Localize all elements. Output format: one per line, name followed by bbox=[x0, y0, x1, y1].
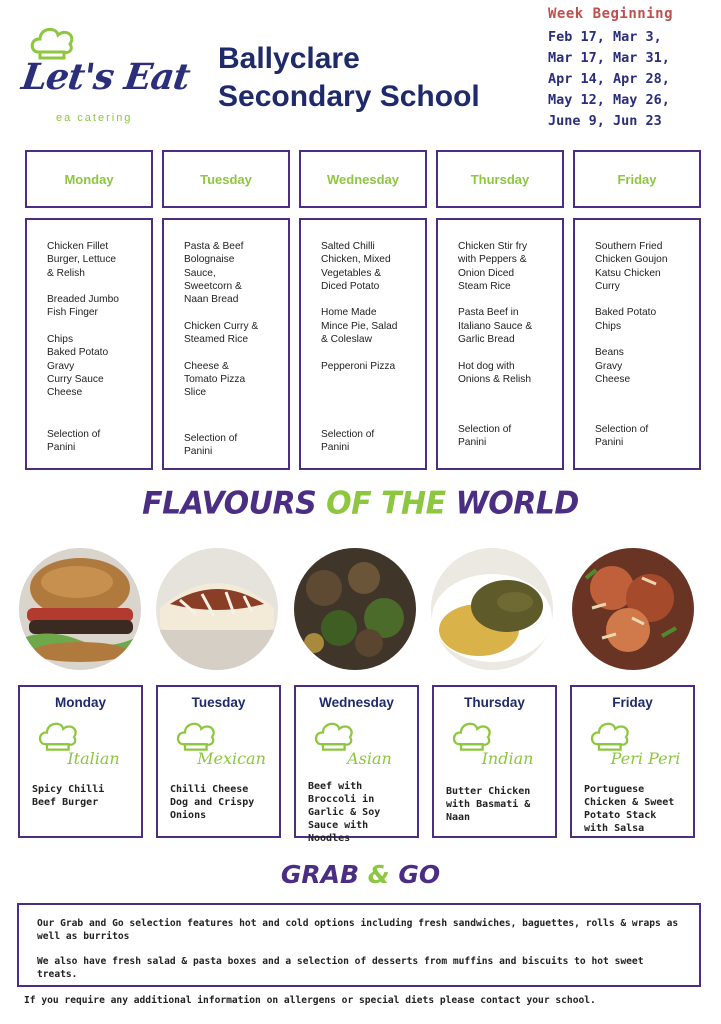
cuisine-dish: Spicy Chilli Beef Burger bbox=[32, 784, 105, 808]
grab-paragraph: Our Grab and Go selection features hot and cold options including fresh sandwiches, baguettes, rolls & wraps as well as burritos bbox=[37, 918, 679, 942]
day-header-tuesday: Tuesday bbox=[162, 150, 290, 208]
day-header-monday: Monday bbox=[25, 150, 153, 208]
cuisine-dish: Butter Chicken with Basmati & Naan bbox=[446, 786, 531, 823]
hotdog-photo bbox=[156, 548, 278, 670]
burger-photo bbox=[19, 548, 141, 670]
grab-heading-part: GRAB bbox=[280, 860, 368, 889]
panini-item: Selection of Panini bbox=[458, 424, 512, 449]
menu-item: Salted Chilli Chicken, Mixed Vegetables & Diced Potato bbox=[321, 241, 391, 292]
week-date-line: Apr 14, Apr 28, bbox=[548, 71, 670, 87]
menu-box-wednesday bbox=[299, 218, 427, 470]
cuisine-name: Mexican bbox=[197, 749, 266, 768]
flavours-heading-part: FLAVOURS bbox=[142, 485, 327, 522]
menu-item: Chips Baked Potato Gravy Curry Sauce Cheese bbox=[47, 334, 109, 399]
menu-item: Baked Potato Chips bbox=[595, 307, 657, 332]
menu-item: Chicken Fillet Burger, Lettuce & Relish bbox=[47, 241, 117, 279]
cuisine-dish: Beef with Broccoli in Garlic & Soy Sauce with Noodles bbox=[308, 781, 381, 844]
grab-heading-part: & bbox=[367, 860, 399, 889]
cuisine-box-thursday bbox=[432, 685, 557, 838]
panini-item: Selection of Panini bbox=[321, 429, 375, 454]
week-beginning-heading: Week Beginning bbox=[548, 6, 674, 22]
menu-item: Pasta & Beef Bolognaise Sauce, Sweetcorn & Naan Bread bbox=[184, 241, 244, 306]
menu-box-monday bbox=[25, 218, 153, 470]
cuisine-name: Indian bbox=[481, 749, 534, 768]
menu-box-friday bbox=[573, 218, 701, 470]
cuisine-name: Peri Peri bbox=[610, 749, 681, 768]
week-date-line: June 9, Jun 23 bbox=[548, 113, 662, 129]
lets-eat-logo bbox=[18, 22, 193, 132]
beef-broccoli-photo bbox=[294, 548, 416, 670]
grab-and-go-box bbox=[17, 903, 701, 987]
menu-item: Breaded Jumbo Fish Finger bbox=[47, 294, 119, 319]
cuisine-name: Asian bbox=[347, 749, 392, 768]
cuisine-day: Thursday bbox=[464, 695, 525, 710]
menu-item: Cheese & Tomato Pizza Slice bbox=[184, 360, 246, 399]
week-date-line: May 12, May 26, bbox=[548, 92, 670, 108]
day-header-wednesday: Wednesday bbox=[299, 150, 427, 208]
cuisine-box-tuesday bbox=[156, 685, 281, 838]
menu-item: Hot dog with Onions & Relish bbox=[458, 360, 532, 385]
panini-item: Selection of Panini bbox=[47, 429, 101, 454]
grab-heading-part: GO bbox=[398, 860, 441, 889]
school-name-line1: Ballyclare bbox=[218, 42, 360, 75]
cuisine-box-friday bbox=[570, 685, 695, 838]
cuisine-box-monday bbox=[18, 685, 143, 838]
menu-item: Southern Fried Chicken Goujon Katsu Chicken Curry bbox=[595, 241, 668, 292]
logo-wordmark: Let's Eat bbox=[19, 56, 193, 98]
menu-box-thursday bbox=[436, 218, 564, 470]
allergen-footer: If you require any additional information on allergens or special diets please contact your school. bbox=[24, 995, 596, 1006]
cuisine-day: Tuesday bbox=[191, 695, 246, 710]
cuisine-day: Friday bbox=[612, 695, 653, 710]
week-dates bbox=[548, 27, 718, 132]
flavours-heading-part: WORLD bbox=[455, 485, 579, 522]
cuisine-day: Wednesday bbox=[319, 695, 394, 710]
menu-box-tuesday bbox=[162, 218, 290, 470]
grab-and-go-heading bbox=[0, 860, 721, 889]
panini-item: Selection of Panini bbox=[184, 433, 238, 458]
day-header-friday: Friday bbox=[573, 150, 701, 208]
menu-item: Chicken Stir fry with Peppers & Onion Diced Steam Rice bbox=[458, 241, 528, 292]
peri-chicken-photo bbox=[572, 548, 694, 670]
menu-item: Pepperoni Pizza bbox=[321, 360, 396, 372]
logo-subtitle: ea catering bbox=[56, 112, 133, 124]
butter-chicken-photo bbox=[431, 548, 553, 670]
cuisine-day: Monday bbox=[54, 695, 106, 710]
cuisine-dish: Portuguese Chicken & Sweet Potato Stack with Salsa bbox=[584, 784, 675, 834]
menu-item: Chicken Curry & Steamed Rice bbox=[184, 320, 259, 346]
flavours-heading-part: OF THE bbox=[326, 485, 456, 522]
cuisine-name: Italian bbox=[67, 749, 120, 768]
grab-paragraph: We also have fresh salad & pasta boxes and a selection of desserts from muffins and biscuits to hot sweet treats. bbox=[37, 956, 644, 980]
week-date-line: Feb 17, Mar 3, bbox=[548, 29, 662, 45]
school-name-line2: Secondary School bbox=[218, 80, 480, 113]
school-name bbox=[218, 40, 528, 116]
cuisine-box-wednesday bbox=[294, 685, 419, 844]
panini-item: Selection of Panini bbox=[595, 424, 649, 449]
menu-item: Home Made Mince Pie, Salad & Coleslaw bbox=[321, 307, 398, 346]
cuisine-dish: Chilli Cheese Dog and Crispy Onions bbox=[170, 784, 255, 821]
flavours-heading bbox=[0, 485, 721, 522]
day-header-thursday: Thursday bbox=[436, 150, 564, 208]
menu-item: Beans Gravy Cheese bbox=[595, 347, 631, 385]
week-date-line: Mar 17, Mar 31, bbox=[548, 50, 670, 66]
menu-item: Pasta Beef in Italiano Sauce & Garlic Bread bbox=[458, 307, 533, 346]
